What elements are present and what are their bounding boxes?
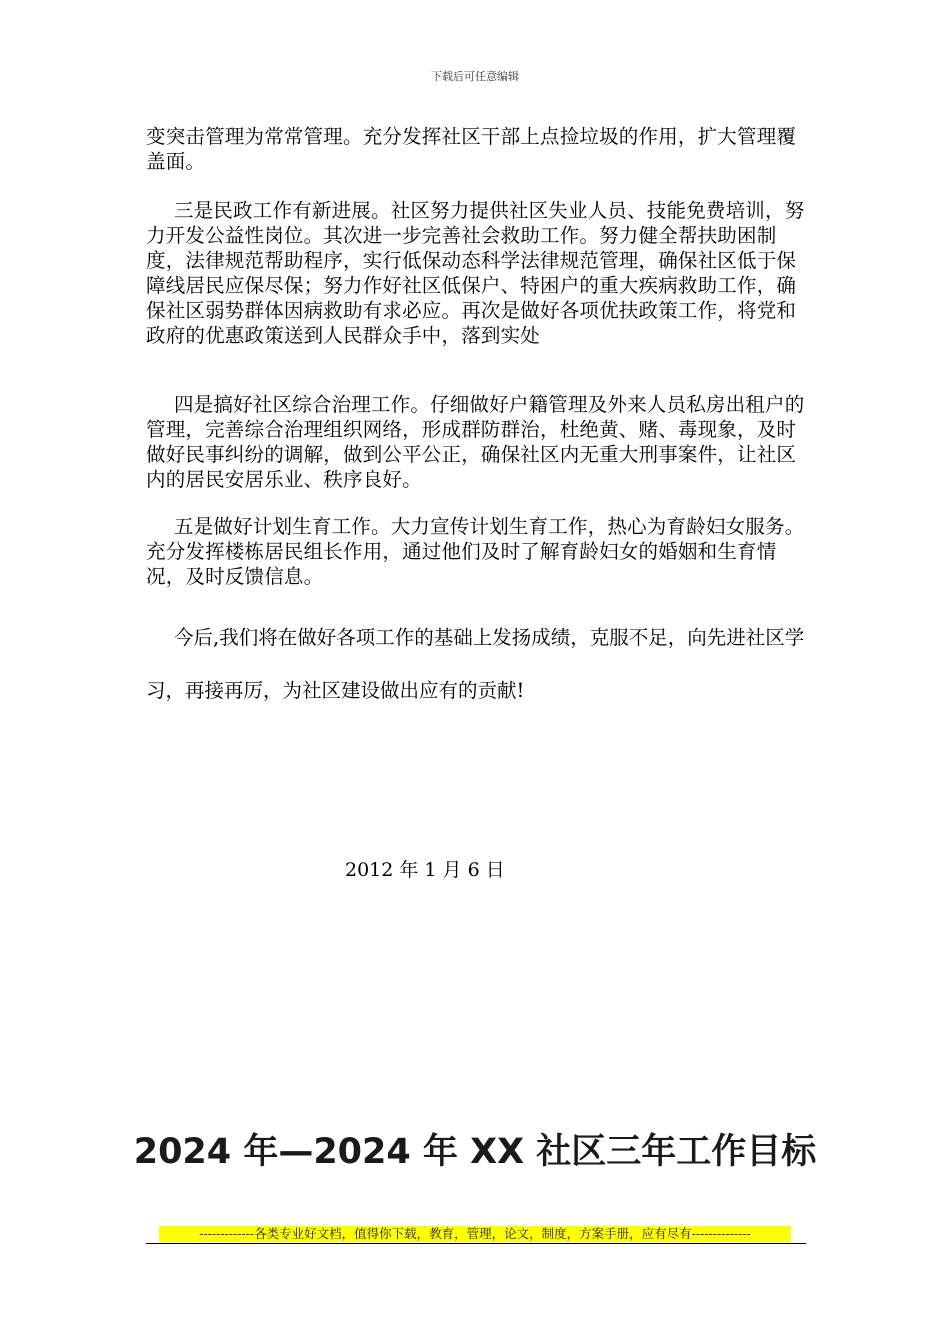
paragraph-management: 变突击管理为常常管理。充分发挥社区干部上点捡垃圾的作用，扩大管理覆盖面。 [146, 125, 797, 173]
document-date: 2012 年 1 月 6 日 [345, 859, 505, 881]
paragraph-family-planning: 五是做好计划生育工作。大力宣传计划生育工作，热心为育龄妇女服务。充分发挥楼栋居民组长作用，通过他们及时了解育龄妇女的婚姻和生育情况，及时反馈信息。 [146, 515, 805, 588]
footer-divider [146, 1243, 806, 1244]
paragraph-closing: 今后,我们将在做好各项工作的基础上发扬成绩，克服不足，向先进社区学习，再接再厉，为社区建设做出应有的贡献! [146, 626, 805, 702]
paragraph-comprehensive-governance: 四是搞好社区综合治理工作。仔细做好户籍管理及外来人员私房出租户的管理，完善综合治理组织网络，形成群防群治，杜绝黄、赌、毒现象，及时做好民事纠纷的调解，做到公平公正，确保社区内无重大刑事案件，让社区内的居民安居乐业、秩序良好。 [146, 393, 805, 491]
footer-banner: -------------各类专业好文档，值得你下载，教育，管理，论文，制度，方案手册，应有尽有-------------- [159, 1226, 791, 1242]
header-note: 下载后可任意编辑 [431, 70, 519, 83]
paragraph-civil-affairs: 三是民政工作有新进展。社区努力提供社区失业人员、技能免费培训，努力开发公益性岗位。其次进一步完善社会救助工作。努力健全帮扶助困制度，法律规范帮助程序，实行低保动态科学法律规范管理，确保社区低于保障线居民应保尽保；努力作好社区低保户、特困户的重大疾病救助工作，确保社区弱势群体因病救助有求必应。再次是做好各项优扶政策工作，将党和政府的优惠政策送到人民群众手中，落到实处 [146, 199, 805, 347]
next-document-title: 2024 年—2024 年 XX 社区三年工作目标 [133, 1132, 817, 1172]
